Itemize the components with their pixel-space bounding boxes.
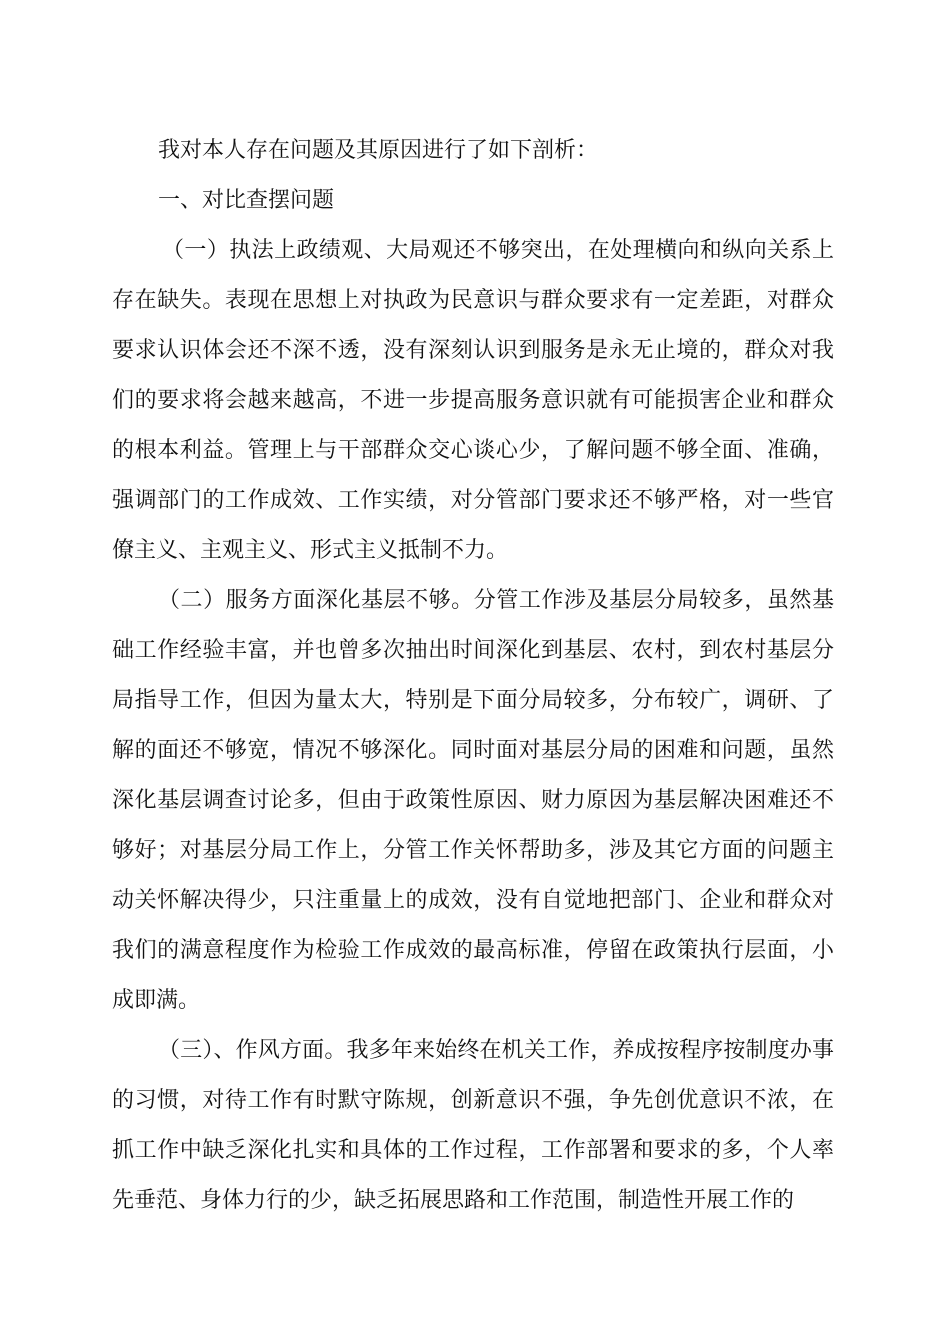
document-body — [112, 126, 834, 1226]
paragraph-item-3: （三）、作风方面。我多年来始终在机关工作，养成按程序按制度办事的习惯，对待工作有时默守陈规，创新意识不强，争先创优意识不浓，在抓工作中缺乏深化扎实和具体的工作过程，工作部署和要求的多，个人率先垂范、身体力行的少，缺乏拓展思路和工作范围，制造性开展工作的 — [112, 1038, 834, 1213]
section-heading: 一、对比查摆问题 — [158, 188, 335, 213]
intro-paragraph: 我对本人存在问题及其原因进行了如下剖析： — [158, 138, 599, 163]
paragraph-item-1: （一）执法上政绩观、大局观还不够突出，在处理横向和纵向关系上存在缺失。表现在思想上对执政为民意识与群众要求有一定差距，对群众要求认识体会还不深不透，没有深刻认识到服务是永无止境的，群众对我们的要求将会越来越高，不进一步提高服务意识就有可能损害企业和群众的根本利益。管理上与干部群众交心谈心少，了解问题不够全面、准确，强调部门的工作成效、工作实绩，对分管部门要求还不够严格，对一些官僚主义、主观主义、形式主义抵制不力。 — [112, 238, 834, 563]
paragraph-item-2: （二）服务方面深化基层不够。分管工作涉及基层分局较多，虽然基础工作经验丰富，并也曾多次抽出时间深化到基层、农村，到农村基层分局指导工作，但因为量太大，特别是下面分局较多，分布较广，调研、了解的面还不够宽，情况不够深化。同时面对基层分局的困难和问题，虽然深化基层调查讨论多，但由于政策性原因、财力原因为基层解决困难还不够好；对基层分局工作上，分管工作关怀帮助多，涉及其它方面的问题主动关怀解决得少，只注重量上的成效，没有自觉地把部门、企业和群众对我们的满意程度作为检验工作成效的最高标准，停留在政策执行层面，小成即满。 — [112, 588, 834, 1013]
